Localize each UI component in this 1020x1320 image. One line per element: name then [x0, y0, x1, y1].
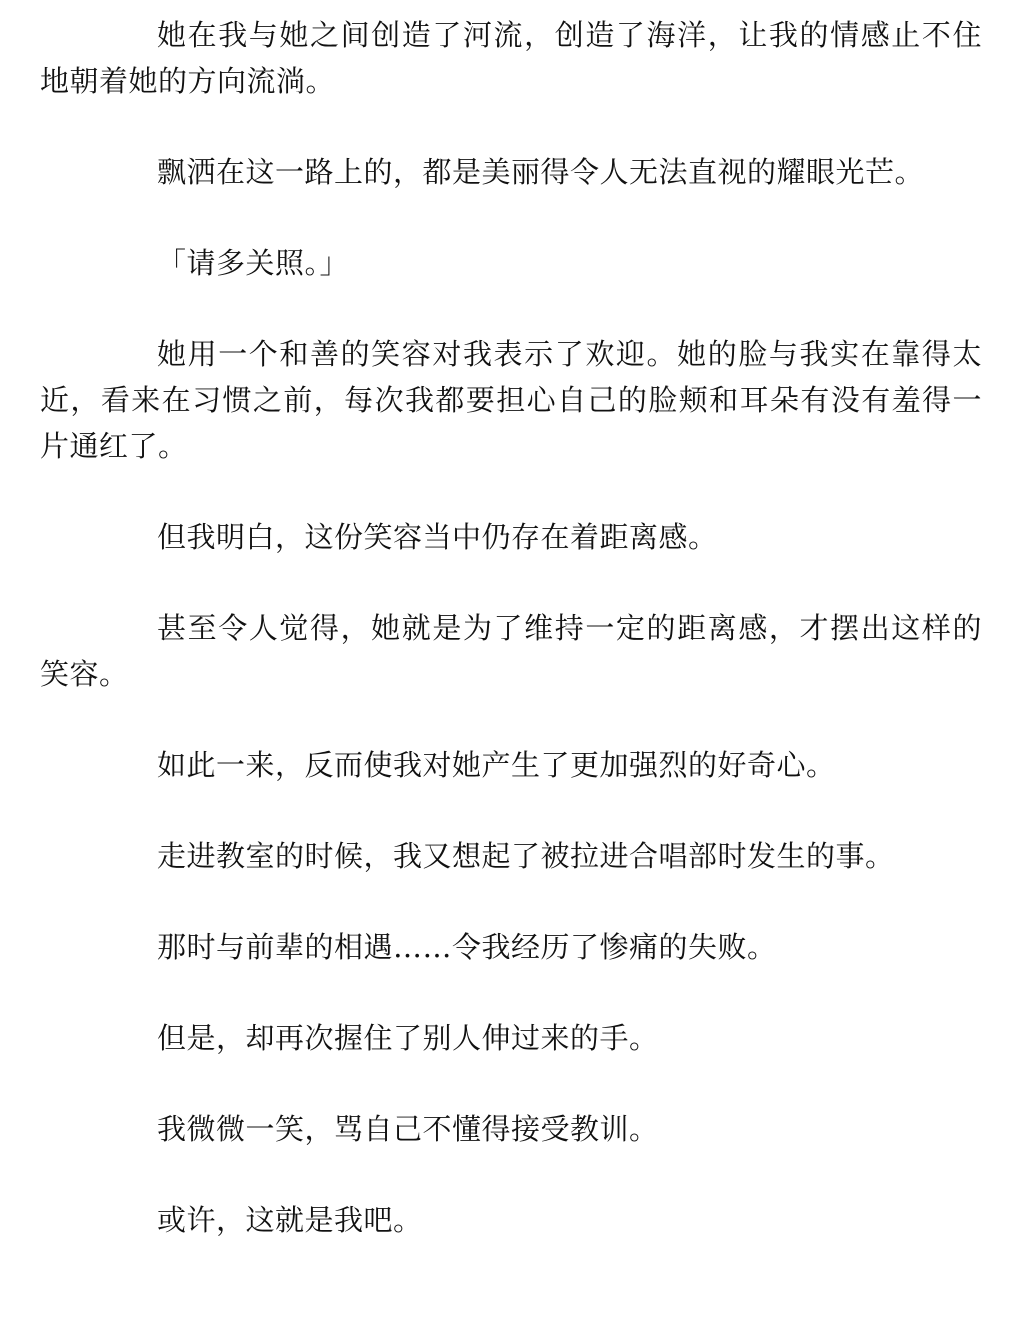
- paragraph: 飘洒在这一路上的，都是美丽得令人无法直视的耀眼光芒。: [157, 155, 925, 189]
- paragraph: 走进教室的时候，我又想起了被拉进合唱部时发生的事。: [157, 839, 895, 873]
- paragraph: 但是，却再次握住了别人伸过来的手。: [157, 1021, 659, 1055]
- paragraph: 「请多关照。」: [157, 246, 350, 280]
- paragraph: 那时与前辈的相遇……令我经历了惨痛的失败。: [157, 930, 777, 964]
- paragraph: 我微微一笑，骂自己不懂得接受教训。: [157, 1112, 659, 1146]
- paragraph: 她在我与她之间创造了河流，创造了海洋，让我的情感止不住地朝着她的方向流淌。: [40, 18, 982, 98]
- document-page: [40, 12, 982, 1288]
- paragraph: 甚至令人觉得，她就是为了维持一定的距离感，才摆出这样的笑容。: [40, 611, 982, 691]
- paragraph: 或许，这就是我吧。: [157, 1203, 423, 1237]
- paragraph: 但我明白，这份笑容当中仍存在着距离感。: [157, 520, 718, 554]
- paragraph: 她用一个和善的笑容对我表示了欢迎。她的脸与我实在靠得太近，看来在习惯之前，每次我都要担心自己的脸颊和耳朵有没有羞得一片通红了。: [40, 337, 982, 463]
- paragraph: 如此一来，反而使我对她产生了更加强烈的好奇心。: [157, 748, 836, 782]
